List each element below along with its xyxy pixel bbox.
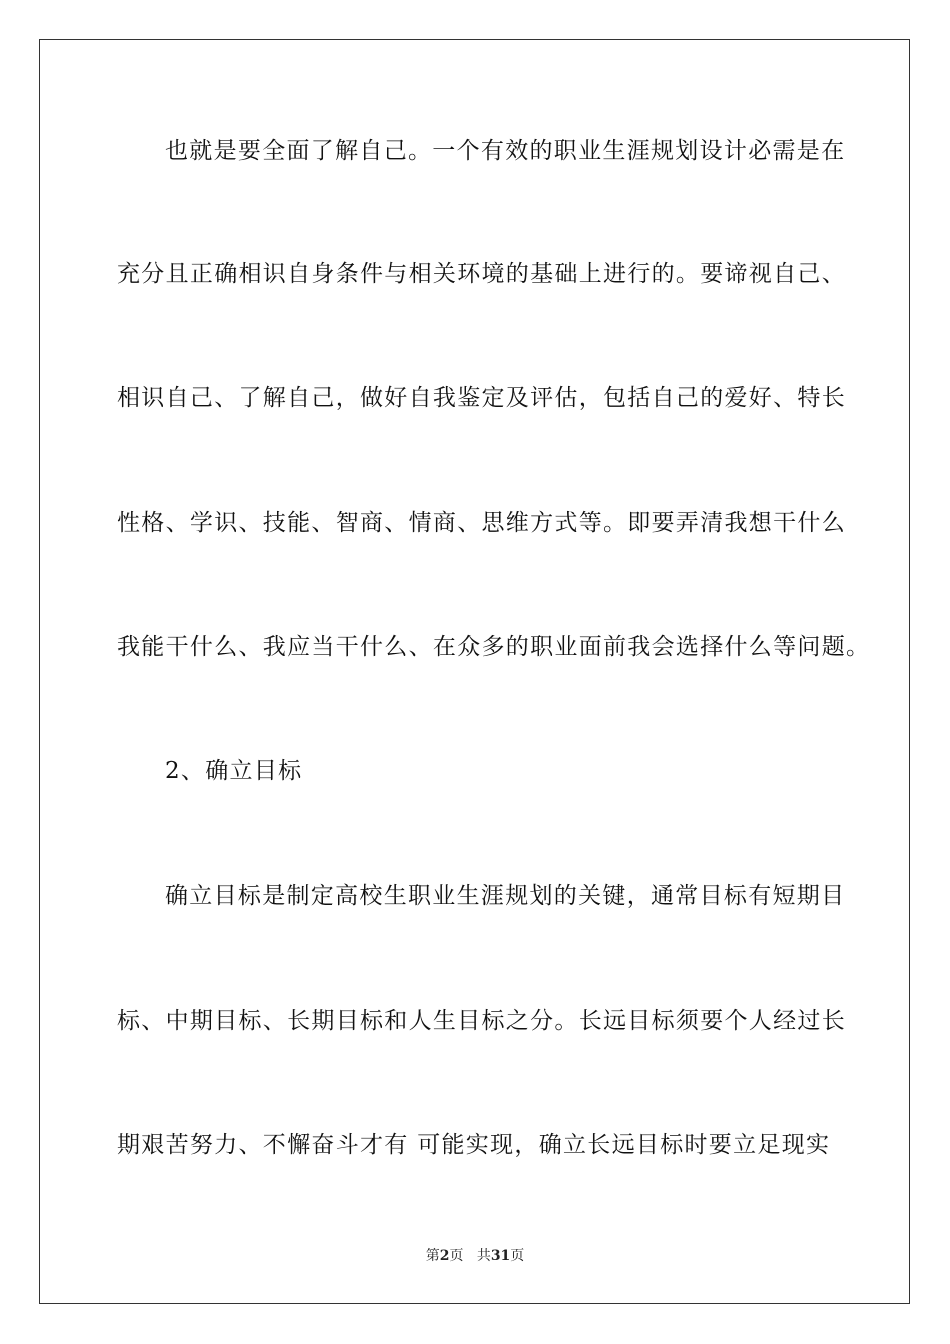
body-text-line: 我能干什么、我应当干什么、在众多的职业面前我会选择什么等问题。 xyxy=(117,634,871,660)
page-border xyxy=(39,39,910,1304)
body-text-line: 相识自己、了解自己，做好自我鉴定及评估，包括自己的爱好、特长 xyxy=(117,385,846,411)
page-number: 2 xyxy=(439,1248,450,1264)
section-heading: 2、确立目标 xyxy=(165,758,303,784)
body-text-line: 充分且正确相识自身条件与相关环境的基础上进行的。要谛视自己、 xyxy=(117,261,846,287)
page-footer xyxy=(0,1246,950,1266)
page-suffix: 页 xyxy=(449,1248,464,1264)
total-pages: 31 xyxy=(490,1248,511,1264)
body-text-line: 确立目标是制定高校生职业生涯规划的关键，通常目标有短期目 xyxy=(165,883,846,909)
body-text-line: 期艰苦努力、不懈奋斗才有 可能实现，确立长远目标时要立足现实 xyxy=(117,1132,831,1158)
page-prefix: 第 xyxy=(425,1248,440,1264)
total-prefix: 共 xyxy=(476,1248,491,1264)
body-text-line: 标、中期目标、长期目标和人生目标之分。长远目标须要个人经过长 xyxy=(117,1008,846,1034)
body-text-line: 也就是要全面了解自己。一个有效的职业生涯规划设计必需是在 xyxy=(165,138,846,164)
body-text-line: 性格、学识、技能、智商、情商、思维方式等。即要弄清我想干什么 xyxy=(117,510,846,536)
total-suffix: 页 xyxy=(510,1248,525,1264)
